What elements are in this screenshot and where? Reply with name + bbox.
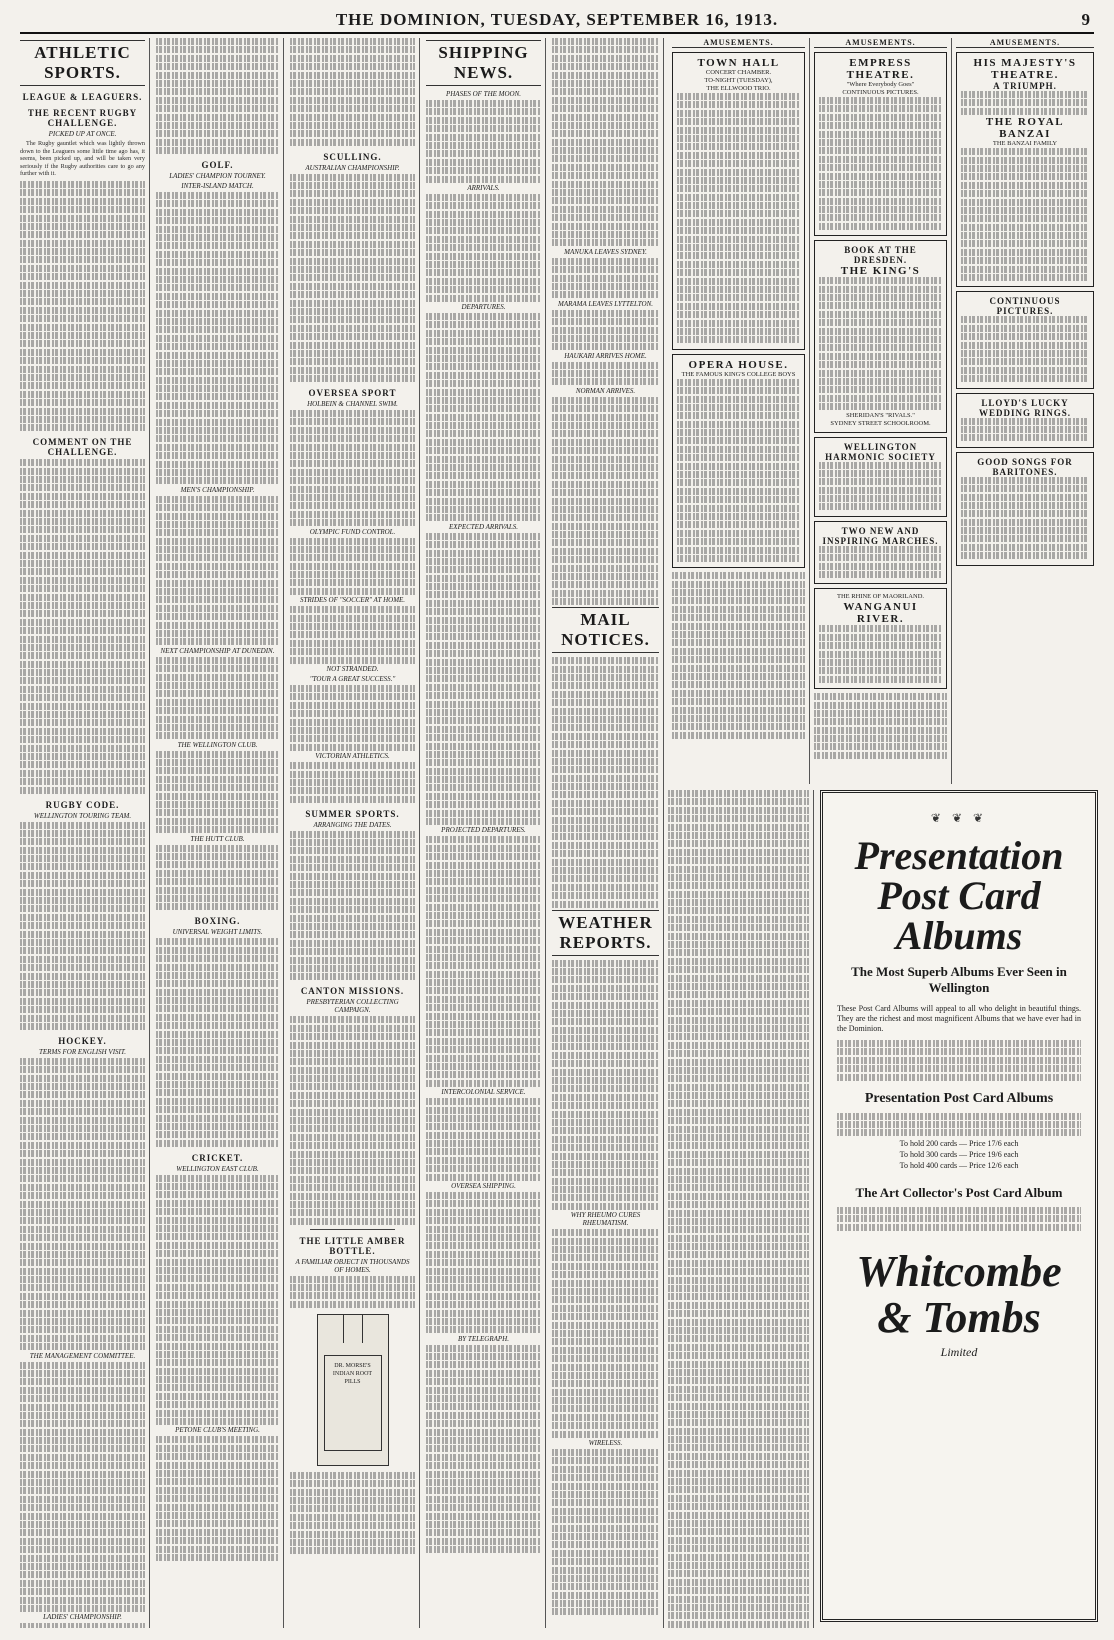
subheading: OLYMPIC FUND CONTROL. [309, 527, 396, 536]
subheading: HOLBEIN & CHANNEL SWIM. [307, 400, 398, 409]
marches-advertisement: TWO NEW AND INSPIRING MARCHES. [814, 521, 947, 585]
subheading: RUGBY CODE. [45, 799, 120, 810]
advertisement-section-title: Presentation Post Card Albums [864, 1090, 1054, 1106]
advertisement-section-title: The Art Collector's Post Card Album [855, 1184, 1063, 1200]
subheading: MEN'S CHAMPIONSHIP. [180, 485, 255, 494]
column-shipping-weather [552, 38, 664, 1628]
wanganui-river-advertisement: THE RHINE OF MAORILAND. WANGANUI RIVER. [814, 588, 947, 689]
advertisement-subheading: A FAMILIAR OBJECT IN THOUSANDS OF HOMES. [295, 1257, 410, 1274]
subheading: PHASES OF THE MOON. [445, 90, 522, 98]
subheading: LADIES' CHAMPIONSHIP. [43, 1613, 122, 1622]
amusements-heading: AMUSEMENTS. [956, 38, 1094, 48]
subheading: LEAGUE & LEAGUERS. [22, 92, 143, 102]
column-shipping-news [426, 38, 546, 1628]
presentation-post-card-albums-advertisement [820, 790, 1098, 1622]
subheading: PRESBYTERIAN COLLECTING CAMPAIGN. [306, 998, 399, 1015]
subheading: CANTON MISSIONS. [300, 986, 405, 997]
amusements-heading: AMUSEMENTS. [672, 38, 805, 48]
advertisement-headline: Presentation Post Card Albums [854, 833, 1064, 958]
subheading: "TOUR A GREAT SUCCESS." [309, 675, 396, 683]
subheading: NORMAN ARRIVES. [575, 386, 636, 395]
section-heading: WEATHER REPORTS. [552, 910, 659, 956]
subheading: HAUKARI ARRIVES HOME. [564, 351, 647, 360]
subheading: LADIES' CHAMPION TOURNEY. [169, 172, 266, 181]
subheading: SUMMER SPORTS. [305, 808, 400, 819]
subheading: OVERSEA SPORT [308, 388, 397, 399]
subheading: INTERCOLONIAL SERVICE. [441, 1088, 526, 1097]
subheading: WIRELESS. [588, 1439, 623, 1448]
column-advertisements-lower [668, 790, 814, 1628]
price-line: To hold 200 cards — Price 17/6 each [899, 1138, 1019, 1148]
subheading: UNIVERSAL WEIGHT LIMITS. [172, 928, 263, 937]
subheading: INTER-ISLAND MATCH. [181, 182, 254, 191]
advertisement-text: These Post Card Albums will appeal to all who delight in beautiful things. They are the richest and most magnificent Albums that we have ever had in the Dominion. [837, 1004, 1081, 1033]
ornament-icon: ❦ ❦ ❦ [930, 811, 988, 825]
subheading: WELLINGTON EAST CLUB. [176, 1164, 259, 1173]
subheading: BOXING. [194, 916, 241, 927]
continuous-pictures-advertisement: CONTINUOUS PICTURES. [956, 291, 1094, 388]
subheading: NOT STRANDED. [326, 665, 379, 673]
subheading: THE MANAGEMENT COMMITTEE. [29, 1351, 136, 1360]
amusements-column-3 [952, 38, 1098, 784]
subheading: CRICKET. [191, 1152, 244, 1163]
subheading: HOCKEY. [58, 1035, 107, 1046]
subheading: AUSTRALIAN CHAMPIONSHIP. [305, 163, 400, 172]
page-number: 9 [1081, 10, 1090, 29]
amusements-heading: AMUSEMENTS. [814, 38, 947, 48]
amusements-column-1 [668, 38, 810, 784]
subheading: MANUKA LEAVES SYDNEY. [564, 247, 647, 256]
section-heading: SHIPPING NEWS. [426, 40, 541, 86]
price-line: To hold 300 cards — Price 19/6 each [899, 1149, 1019, 1159]
subheading: TERMS FOR ENGLISH VISIT. [39, 1047, 126, 1056]
subheading: MARAMA LEAVES LYTTELTON. [558, 299, 653, 308]
wedding-rings-advertisement: LLOYD'S LUCKY WEDDING RINGS. [956, 393, 1094, 448]
article-paragraph: The Rugby gauntlet which was lightly thrown down to the Leaguers some little time ago has, it seems, been picked up, and will be taken very seriously if the Rugby authorities care to go any further with it. [20, 140, 145, 178]
subheading: OVERSEA SHIPPING. [451, 1182, 516, 1191]
subheading: SCULLING. [323, 151, 382, 162]
subheading: WELLINGTON TOURING TEAM. [33, 811, 132, 820]
subheading: PICKED UP AT ONCE. [48, 130, 117, 138]
column-sculling-oversea [290, 38, 420, 1628]
songs-advertisement: GOOD SONGS FOR BARITONES. [956, 452, 1094, 566]
subheading: ARRANGING THE DATES. [313, 820, 392, 829]
amusements-column-2 [810, 38, 952, 784]
advertisement-subheadline: The Most Superb Albums Ever Seen in Wellington [851, 964, 1067, 995]
column-golf-boxing-cricket [156, 38, 284, 1628]
subheading: ARRIVALS. [467, 183, 500, 192]
kings-theatre-advertisement: BOOK AT THE DRESDEN. THE KING'S SHERIDAN'S "RIVALS." SYDNEY STREET SCHOOLROOM. [814, 240, 947, 432]
subheading: GOLF. [201, 160, 234, 171]
subheading: STRIDES OF "SOCCER" AT HOME. [299, 596, 406, 605]
brand-name: Whitcombe & Tombs [856, 1246, 1062, 1342]
subheading: WHY RHEUMO CURES RHEUMATISM. [570, 1211, 641, 1228]
town-hall-advertisement: TOWN HALL CONCERT CHAMBER. TO-NIGHT (TUESDAY), THE ELLWOOD TRIO. [672, 52, 805, 350]
pill-bottle-illustration [317, 1314, 389, 1466]
bottle-label: DR. MORSE'S INDIAN ROOT PILLS [324, 1355, 382, 1451]
column-athletic-sports [20, 38, 150, 1628]
subheading: NEXT CHAMPIONSHIP AT DUNEDIN. [160, 646, 275, 655]
subheading: BY TELEGRAPH. [458, 1334, 509, 1343]
opera-house-advertisement: OPERA HOUSE. THE FAMOUS KING'S COLLEGE BOYS [672, 354, 805, 569]
subheading: PETONE CLUB'S MEETING. [175, 1426, 260, 1435]
subheading: VICTORIAN ATHLETICS. [315, 752, 390, 761]
subheading: DEPARTURES. [461, 302, 506, 311]
subheading: THE RECENT RUGBY CHALLENGE. [27, 108, 138, 128]
brand-suffix: Limited [940, 1344, 978, 1359]
amusements-section [668, 38, 1098, 784]
section-heading: ATHLETIC SPORTS. [20, 40, 145, 86]
harmonic-society-advertisement: WELLINGTON HARMONIC SOCIETY [814, 437, 947, 517]
empress-theatre-advertisement: EMPRESS THEATRE. "Where Everybody Goes" CONTINUOUS PICTURES. [814, 52, 947, 236]
subheading: PROJECTED DEPARTURES. [441, 826, 526, 835]
subheading: THE WELLINGTON CLUB. [177, 740, 258, 749]
subheading: THE HUTT CLUB. [190, 834, 245, 843]
advertisement-heading: THE LITTLE AMBER BOTTLE. [299, 1235, 406, 1256]
section-heading: MAIL NOTICES. [552, 607, 659, 653]
newspaper-title: THE DOMINION, TUESDAY, SEPTEMBER 16, 1913. [335, 10, 779, 29]
subheading: COMMENT ON THE CHALLENGE. [32, 437, 133, 458]
his-majestys-theatre-advertisement: HIS MAJESTY'S THEATRE. A TRIUMPH. THE ROYAL BANZAI THE BANZAI FAMILY [956, 52, 1094, 287]
masthead [20, 10, 1094, 34]
subheading: EXPECTED ARRIVALS. [449, 522, 518, 531]
price-line: To hold 400 cards — Price 12/6 each [899, 1160, 1019, 1170]
